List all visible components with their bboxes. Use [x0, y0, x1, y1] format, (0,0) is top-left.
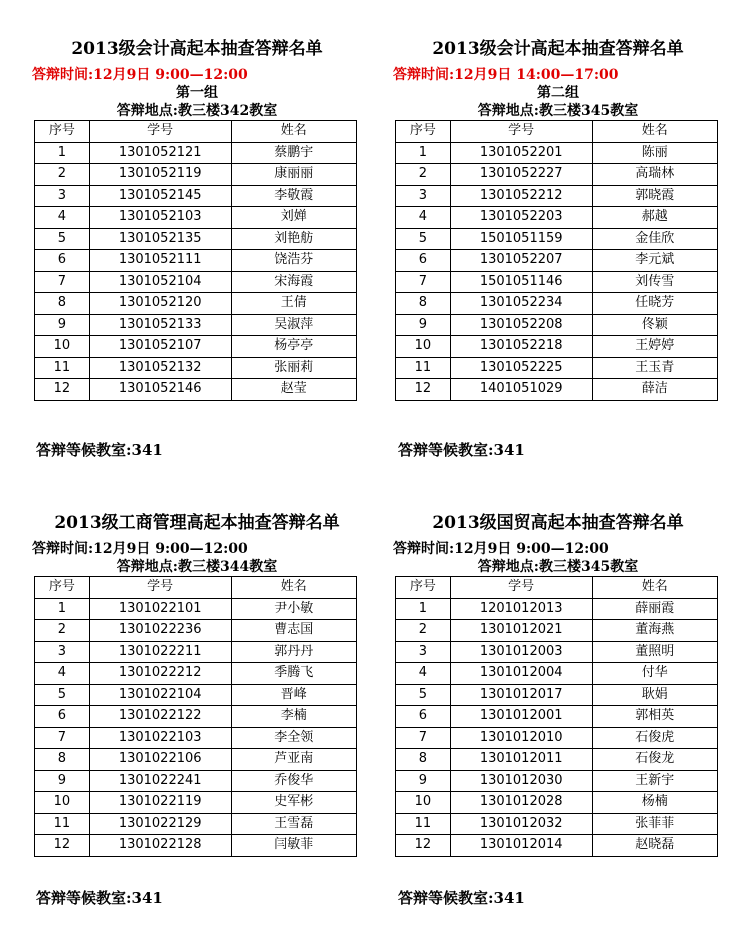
cell-seq: 11 [396, 813, 451, 835]
cell-seq: 1 [396, 142, 451, 164]
cell-student-id: 1301052207 [450, 250, 592, 272]
cell-seq: 7 [396, 727, 451, 749]
cell-name: 李元斌 [592, 250, 717, 272]
waiting-room: 答辩等候教室:341 [398, 889, 525, 907]
cell-student-id: 1301012014 [450, 835, 592, 857]
student-table [34, 120, 357, 401]
table-row [396, 641, 718, 663]
defense-list-accounting-group1 [32, 38, 362, 401]
list-title: 2013级会计高起本抽查答辩名单 [71, 39, 323, 59]
cell-student-id: 1301052225 [450, 357, 592, 379]
cell-name: 石俊虎 [592, 727, 717, 749]
header-seq: 序号 [396, 577, 451, 599]
cell-seq: 10 [35, 336, 90, 358]
table-row [35, 142, 357, 164]
table-row [396, 336, 718, 358]
cell-student-id: 1301052212 [450, 185, 592, 207]
defense-time: 答辩时间:12月9日 14:00—17:00 [393, 67, 619, 83]
cell-name: 郭晓霞 [592, 185, 717, 207]
cell-student-id: 1301022212 [89, 663, 231, 685]
cell-student-id: 1301022101 [89, 598, 231, 620]
header-seq: 序号 [396, 121, 451, 143]
cell-student-id: 1301012017 [450, 684, 592, 706]
cell-seq: 6 [396, 250, 451, 272]
cell-name: 高瑞林 [592, 164, 717, 186]
table-row [396, 749, 718, 771]
cell-name: 史军彬 [231, 792, 356, 814]
cell-student-id: 1501051159 [450, 228, 592, 250]
table-row [35, 164, 357, 186]
table-row [396, 250, 718, 272]
cell-name: 郭相英 [592, 706, 717, 728]
table-row [35, 641, 357, 663]
table-row [396, 142, 718, 164]
header-name: 姓名 [231, 577, 356, 599]
cell-seq: 9 [35, 770, 90, 792]
table-row [35, 357, 357, 379]
cell-name: 芦亚南 [231, 749, 356, 771]
cell-name: 饶浩芬 [231, 250, 356, 272]
cell-seq: 10 [396, 336, 451, 358]
cell-student-id: 1301052120 [89, 293, 231, 315]
table-row [396, 684, 718, 706]
table-header-row [35, 121, 357, 143]
table-row [396, 357, 718, 379]
cell-name: 王新宇 [592, 770, 717, 792]
cell-name: 佟颖 [592, 314, 717, 336]
waiting-room: 答辩等候教室:341 [36, 889, 163, 907]
cell-student-id: 1301022129 [89, 813, 231, 835]
cell-student-id: 1401051029 [450, 379, 592, 401]
table-row [35, 663, 357, 685]
cell-student-id: 1301052201 [450, 142, 592, 164]
cell-seq: 6 [35, 706, 90, 728]
table-row [35, 620, 357, 642]
cell-seq: 5 [396, 684, 451, 706]
cell-seq: 8 [396, 749, 451, 771]
cell-seq: 6 [35, 250, 90, 272]
group-label: 第一组 [176, 85, 218, 101]
table-row [396, 228, 718, 250]
defense-location: 答辩地点:教三楼345教室 [477, 559, 639, 575]
table-row [396, 663, 718, 685]
cell-seq: 10 [35, 792, 90, 814]
table-row [35, 727, 357, 749]
cell-name: 董海燕 [592, 620, 717, 642]
table-row [35, 207, 357, 229]
cell-student-id: 1301052119 [89, 164, 231, 186]
cell-student-id: 1301012030 [450, 770, 592, 792]
table-row [35, 749, 357, 771]
table-row [35, 684, 357, 706]
table-row [35, 250, 357, 272]
cell-student-id: 1501051146 [450, 271, 592, 293]
cell-name: 王雪磊 [231, 813, 356, 835]
cell-name: 陈丽 [592, 142, 717, 164]
defense-location: 答辩地点:教三楼344教室 [116, 559, 278, 575]
cell-seq: 2 [396, 620, 451, 642]
cell-student-id: 1301052121 [89, 142, 231, 164]
cell-name: 曹志国 [231, 620, 356, 642]
cell-student-id: 1301022119 [89, 792, 231, 814]
header-seq: 序号 [35, 577, 90, 599]
cell-seq: 8 [35, 749, 90, 771]
cell-name: 董照明 [592, 641, 717, 663]
cell-student-id: 1301052132 [89, 357, 231, 379]
cell-name: 王婷婷 [592, 336, 717, 358]
table-row [396, 620, 718, 642]
list-title: 2013级会计高起本抽查答辩名单 [432, 39, 684, 59]
header-name: 姓名 [231, 121, 356, 143]
cell-name: 郝越 [592, 207, 717, 229]
cell-name: 石俊龙 [592, 749, 717, 771]
cell-seq: 6 [396, 706, 451, 728]
cell-student-id: 1301012003 [450, 641, 592, 663]
table-row [35, 706, 357, 728]
cell-seq: 2 [35, 620, 90, 642]
table-row [35, 336, 357, 358]
cell-name: 季腾飞 [231, 663, 356, 685]
cell-name: 蔡鹏宇 [231, 142, 356, 164]
cell-name: 郭丹丹 [231, 641, 356, 663]
cell-seq: 1 [396, 598, 451, 620]
table-row [396, 835, 718, 857]
cell-seq: 7 [35, 271, 90, 293]
cell-student-id: 1301052135 [89, 228, 231, 250]
cell-seq: 11 [396, 357, 451, 379]
cell-student-id: 1301012028 [450, 792, 592, 814]
cell-student-id: 1301012001 [450, 706, 592, 728]
cell-student-id: 1301052227 [450, 164, 592, 186]
table-row [396, 770, 718, 792]
table-row [396, 271, 718, 293]
cell-seq: 9 [396, 314, 451, 336]
cell-name: 李敬霞 [231, 185, 356, 207]
cell-name: 王倩 [231, 293, 356, 315]
defense-time: 答辩时间:12月9日 9:00—12:00 [32, 541, 248, 557]
cell-student-id: 1301052103 [89, 207, 231, 229]
cell-student-id: 1301012011 [450, 749, 592, 771]
cell-name: 吴淑萍 [231, 314, 356, 336]
defense-time: 答辩时间:12月9日 9:00—12:00 [32, 67, 248, 83]
cell-seq: 5 [35, 228, 90, 250]
cell-seq: 11 [35, 357, 90, 379]
table-row [35, 598, 357, 620]
cell-name: 赵莹 [231, 379, 356, 401]
table-row [396, 792, 718, 814]
cell-student-id: 1301022211 [89, 641, 231, 663]
student-table [395, 576, 718, 857]
cell-seq: 8 [396, 293, 451, 315]
cell-seq: 1 [35, 142, 90, 164]
list-title: 2013级工商管理高起本抽查答辩名单 [54, 513, 340, 533]
table-row [35, 770, 357, 792]
cell-seq: 11 [35, 813, 90, 835]
table-row [396, 706, 718, 728]
table-row [35, 271, 357, 293]
table-row [35, 314, 357, 336]
cell-name: 尹小敏 [231, 598, 356, 620]
cell-name: 张丽莉 [231, 357, 356, 379]
cell-student-id: 1301052208 [450, 314, 592, 336]
table-row [35, 228, 357, 250]
table-row [35, 835, 357, 857]
cell-student-id: 1301052104 [89, 271, 231, 293]
table-row [396, 164, 718, 186]
header-seq: 序号 [35, 121, 90, 143]
cell-seq: 9 [35, 314, 90, 336]
cell-name: 康丽丽 [231, 164, 356, 186]
cell-student-id: 1301022106 [89, 749, 231, 771]
cell-student-id: 1301052234 [450, 293, 592, 315]
table-row [35, 813, 357, 835]
cell-student-id: 1301012032 [450, 813, 592, 835]
table-header-row [35, 577, 357, 599]
cell-seq: 1 [35, 598, 90, 620]
waiting-room: 答辩等候教室:341 [36, 441, 163, 459]
cell-seq: 12 [35, 379, 90, 401]
cell-student-id: 1301012004 [450, 663, 592, 685]
cell-seq: 4 [35, 207, 90, 229]
defense-list-business-management [32, 512, 362, 857]
header-student-id: 学号 [89, 577, 231, 599]
cell-name: 赵晓磊 [592, 835, 717, 857]
cell-seq: 2 [35, 164, 90, 186]
cell-name: 杨亭亭 [231, 336, 356, 358]
cell-student-id: 1301052203 [450, 207, 592, 229]
table-row [396, 314, 718, 336]
table-header-row [396, 121, 718, 143]
cell-student-id: 1301052146 [89, 379, 231, 401]
table-row [396, 293, 718, 315]
cell-seq: 5 [35, 684, 90, 706]
cell-seq: 10 [396, 792, 451, 814]
table-row [35, 792, 357, 814]
table-row [396, 598, 718, 620]
cell-seq: 3 [396, 641, 451, 663]
table-row [35, 379, 357, 401]
cell-student-id: 1301012010 [450, 727, 592, 749]
table-row [35, 293, 357, 315]
table-row [396, 207, 718, 229]
cell-seq: 4 [35, 663, 90, 685]
cell-name: 刘婵 [231, 207, 356, 229]
cell-name: 王玉青 [592, 357, 717, 379]
cell-student-id: 1301052133 [89, 314, 231, 336]
cell-seq: 3 [35, 185, 90, 207]
list-title: 2013级国贸高起本抽查答辩名单 [432, 513, 684, 533]
table-row [396, 379, 718, 401]
cell-seq: 7 [35, 727, 90, 749]
cell-student-id: 1301052145 [89, 185, 231, 207]
header-student-id: 学号 [89, 121, 231, 143]
cell-student-id: 1301052111 [89, 250, 231, 272]
cell-student-id: 1301022104 [89, 684, 231, 706]
cell-student-id: 1301022241 [89, 770, 231, 792]
defense-list-accounting-group2 [393, 38, 723, 401]
cell-name: 张菲菲 [592, 813, 717, 835]
cell-name: 杨楠 [592, 792, 717, 814]
cell-seq: 2 [396, 164, 451, 186]
table-row [396, 813, 718, 835]
cell-name: 李楠 [231, 706, 356, 728]
cell-name: 闫敏菲 [231, 835, 356, 857]
header-name: 姓名 [592, 577, 717, 599]
table-row [35, 185, 357, 207]
cell-name: 李全领 [231, 727, 356, 749]
defense-time: 答辩时间:12月9日 9:00—12:00 [393, 541, 609, 557]
cell-name: 金佳欣 [592, 228, 717, 250]
defense-location: 答辩地点:教三楼342教室 [116, 103, 278, 119]
cell-name: 薛洁 [592, 379, 717, 401]
cell-student-id: 1301022122 [89, 706, 231, 728]
defense-location: 答辩地点:教三楼345教室 [477, 103, 639, 119]
cell-name: 刘传雪 [592, 271, 717, 293]
cell-student-id: 1301022236 [89, 620, 231, 642]
defense-list-international-trade [393, 512, 723, 857]
cell-student-id: 1301052107 [89, 336, 231, 358]
table-row [396, 185, 718, 207]
group-label: 第二组 [537, 85, 579, 101]
student-table [34, 576, 357, 857]
header-student-id: 学号 [450, 121, 592, 143]
cell-student-id: 1201012013 [450, 598, 592, 620]
header-student-id: 学号 [450, 577, 592, 599]
cell-seq: 3 [35, 641, 90, 663]
cell-name: 宋海霞 [231, 271, 356, 293]
cell-seq: 12 [35, 835, 90, 857]
student-table [395, 120, 718, 401]
cell-name: 耿娟 [592, 684, 717, 706]
cell-seq: 5 [396, 228, 451, 250]
cell-name: 乔俊华 [231, 770, 356, 792]
cell-seq: 4 [396, 207, 451, 229]
cell-seq: 7 [396, 271, 451, 293]
cell-name: 付华 [592, 663, 717, 685]
table-row [396, 727, 718, 749]
cell-name: 任晓芳 [592, 293, 717, 315]
cell-student-id: 1301022103 [89, 727, 231, 749]
cell-student-id: 1301012021 [450, 620, 592, 642]
cell-name: 薛丽霞 [592, 598, 717, 620]
cell-student-id: 1301022128 [89, 835, 231, 857]
waiting-room: 答辩等候教室:341 [398, 441, 525, 459]
cell-seq: 12 [396, 835, 451, 857]
cell-name: 刘艳舫 [231, 228, 356, 250]
cell-seq: 9 [396, 770, 451, 792]
cell-seq: 3 [396, 185, 451, 207]
cell-name: 晋峰 [231, 684, 356, 706]
cell-seq: 8 [35, 293, 90, 315]
cell-student-id: 1301052218 [450, 336, 592, 358]
cell-seq: 12 [396, 379, 451, 401]
header-name: 姓名 [592, 121, 717, 143]
cell-seq: 4 [396, 663, 451, 685]
table-header-row [396, 577, 718, 599]
